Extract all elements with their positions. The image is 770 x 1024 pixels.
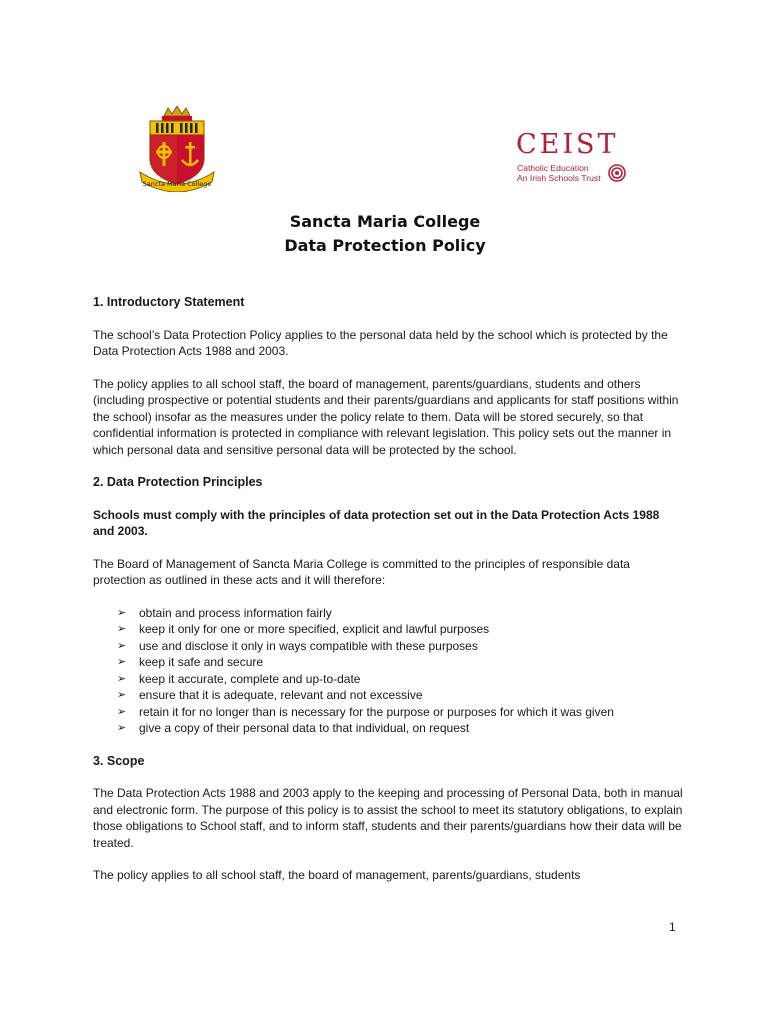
list-item (117, 621, 683, 638)
arrow-bullet-icon: ➢ (117, 656, 127, 668)
ceist-tagline-1: Catholic Education (517, 163, 589, 173)
principles-bold-intro: Schools must comply with the principles of data protection set out in the Data Protection Acts 1988 and 2003. (93, 507, 660, 538)
list-item (117, 605, 683, 622)
principles-paragraph: The Board of Management of Sancta Maria College is committed to the principles of responsible data protection as outlined in these acts and it will therefore: (93, 556, 630, 587)
arrow-bullet-icon: ➢ (117, 606, 127, 619)
arrow-bullet-icon: ➢ (117, 705, 127, 718)
list-item-text: keep it safe and secure (139, 655, 264, 669)
list-item (117, 720, 683, 737)
arrow-bullet-icon: ➢ (117, 689, 127, 701)
arrow-bullet-icon: ➢ (117, 623, 127, 635)
intro-paragraph-1: The school’s Data Protection Policy applies to the personal data held by the school which is protected by the Data Protection Acts 1988 and 2003. (93, 327, 668, 358)
list-item-text: use and disclose it only in ways compatible with these purposes (139, 638, 478, 653)
document-subtitle: Data Protection Policy (284, 236, 486, 255)
list-item-text: obtain and process information fairly (139, 605, 332, 620)
list-item-text: keep it accurate, complete and up-to-date (139, 671, 361, 686)
list-item-text: retain it for no longer than is necessary for the purpose or purposes for which it was given (139, 704, 614, 719)
crest-motto: Sancta Maria College (142, 180, 212, 188)
arrow-bullet-icon: ➢ (117, 722, 127, 734)
section-heading-principles: 2. Data Protection Principles (93, 475, 263, 489)
ceist-tagline-2: An Irish Schools Trust (517, 173, 601, 183)
list-item (117, 671, 683, 688)
principles-list (93, 605, 683, 737)
spiral-icon (608, 164, 626, 182)
scope-paragraph-1: The Data Protection Acts 1988 and 2003 apply to the keeping and processing of Personal Data, both in manual and electronic form. The purpose of this policy is to assist the school to meet its statutory obligations, to explain those obligations to School staff, and to inform staff, students and their parents/guardians how their data will be treated. (93, 786, 683, 850)
arrow-bullet-icon: ➢ (117, 672, 127, 685)
document-title: Sancta Maria College (289, 212, 481, 231)
document-body (93, 294, 683, 900)
list-item (117, 638, 683, 655)
list-item-text: ensure that it is adequate, relevant and not excessive (139, 688, 423, 702)
section-heading-intro: 1. Introductory Statement (93, 295, 245, 309)
ceist-logo (514, 129, 634, 184)
page-number: 1 (669, 920, 676, 934)
section-heading-scope: 3. Scope (93, 753, 145, 768)
list-item (117, 654, 683, 671)
list-item (117, 704, 683, 721)
list-item (117, 687, 683, 704)
list-item-text: give a copy of their personal data to that individual, on request (139, 721, 470, 735)
intro-paragraph-2: The policy applies to all school staff, the board of management, parents/guardians, students and others (including prospective or potential students and their parents/guardians and applicants for staff positions within the school) insofar as the measures under the policy relate to them. Data will be stored securely, so that confidential information is protected in compliance with relevant legislation. This policy sets out the manner in which personal data and sensitive personal data will be protected by the school. (93, 376, 679, 457)
school-crest-logo (136, 106, 218, 192)
list-item-text: keep it only for one or more specified, explicit and lawful purposes (139, 622, 490, 636)
scope-paragraph-2: The policy applies to all school staff, the board of management, parents/guardians, students (93, 868, 581, 882)
ceist-wordmark: CEIST (516, 129, 619, 160)
arrow-bullet-icon: ➢ (117, 639, 127, 652)
